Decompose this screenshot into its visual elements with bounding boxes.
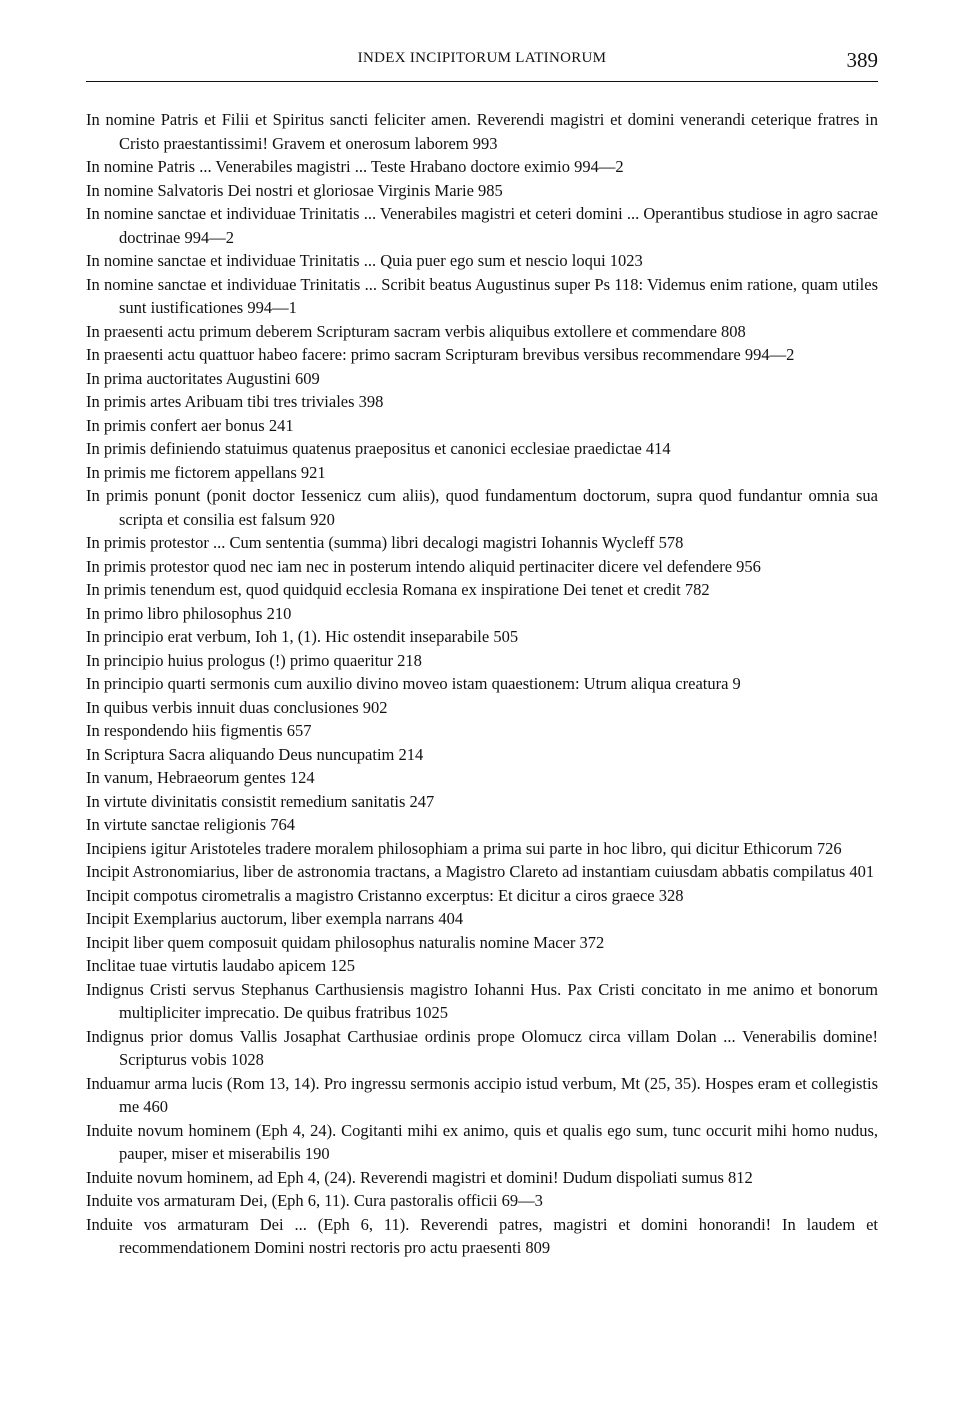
index-entry: In primis protestor quod nec iam nec in posterum intendo aliquid pertinaciter dicere vel defendere 956 <box>86 556 761 576</box>
index-entry: In primis definiendo statuimus quatenus praepositus et canonici ecclesiae praedictae 414 <box>86 439 671 458</box>
index-entry: Indignus Cristi servus Stephanus Carthusiensis magistro Iohanni Hus. Pax Cristi concitato in me animo et bonorum multipliciter imprecatio. De quibus fratribus 1025 <box>86 979 878 1022</box>
index-entry: In praesenti actu primum deberem Scripturam sacram verbis aliquibus extollere et commendare 808 <box>86 321 746 341</box>
index-entry: Incipit Exemplarius auctorum, liber exempla narrans 404 <box>86 909 464 928</box>
index-entry: In respondendo hiis figmentis 657 <box>86 721 312 740</box>
index-entry: In virtute sanctae religionis 764 <box>86 815 295 834</box>
index-entry: Incipit compotus cirometralis a magistro Cristanno excerptus: Et dicitur a ciros graece 328 <box>86 885 684 905</box>
index-entry: In nomine Patris et Filii et Spiritus sancti feliciter amen. Reverendi magistri et domini venerandi ceterique fratres in Cristo praestantissimi! Gravem et onerosum laborem 993 <box>86 110 878 153</box>
index-entry: In Scriptura Sacra aliquando Deus nuncupatim 214 <box>86 744 424 764</box>
index-entry: In primis artes Aribuam tibi tres triviales 398 <box>86 392 384 411</box>
index-entry: In prima auctoritates Augustini 609 <box>86 368 320 388</box>
index-entry: In nomine Salvatoris Dei nostri et gloriosae Virginis Marie 985 <box>86 180 503 200</box>
index-entry-list <box>86 108 878 1260</box>
index-entry: In vanum, Hebraeorum gentes 124 <box>86 768 315 787</box>
page-number: 389 <box>846 48 878 72</box>
index-entry: In primis confert aer bonus 241 <box>86 415 294 435</box>
index-entry: Induite vos armaturam Dei, (Eph 6, 11). Cura pastoralis officii 69—3 <box>86 1191 543 1210</box>
index-entry: Induite novum hominem, ad Eph 4, (24). Reverendi magistri et domini! Dudum dispoliati sumus 812 <box>86 1167 753 1187</box>
index-entry: In virtute divinitatis consistit remedium sanitatis 247 <box>86 791 435 811</box>
index-entry: In nomine Patris ... Venerabiles magistri ... Teste Hrabano doctore eximio 994—2 <box>86 157 624 176</box>
header-rule <box>86 81 878 82</box>
index-entry: Indignus prior domus Vallis Josaphat Carthusiae ordinis prope Olomucz circa villam Dolan ... Venerabilis domine! Scripturus vobis 1028 <box>86 1026 878 1069</box>
index-entry: Incipiens igitur Aristoteles tradere moralem philosophiam a prima sui parte in hoc libro, qui dicitur Ethicorum 726 <box>86 838 842 858</box>
index-entry: In quibus verbis innuit duas conclusiones 902 <box>86 697 388 717</box>
index-entry: In primis tenendum est, quod quidquid ecclesia Romana ex inspiratione Dei tenet et credit 782 <box>86 580 710 599</box>
index-entry: In primis ponunt (ponit doctor Iessenicz cum aliis), quod fundamentum doctorum, supra quod fundantur omnia sua scripta et consilia est falsum 920 <box>86 486 878 529</box>
index-entry: In primis me fictorem appellans 921 <box>86 462 326 482</box>
index-entry: In principio quarti sermonis cum auxilio divino moveo istam quaestionem: Utrum aliqua creatura 9 <box>86 674 741 693</box>
index-entry: In primo libro philosophus 210 <box>86 603 292 623</box>
index-entry: In primis protestor ... Cum sententia (summa) libri decalogi magistri Iohannis Wycleff 578 <box>86 533 684 552</box>
index-entry: Incipit liber quem composuit quidam philosophus naturalis nomine Macer 372 <box>86 932 605 952</box>
running-head <box>86 48 878 80</box>
index-entry: In nomine sanctae et individuae Trinitatis ... Quia puer ego sum et nescio loqui 1023 <box>86 251 643 270</box>
index-entry: In nomine sanctae et individuae Trinitatis ... Scribit beatus Augustinus super Ps 118: Videmus enim ratione, quam utiles sunt iustificationes 994—1 <box>86 274 878 317</box>
index-entry: In principio huius prologus (!) primo quaeritur 218 <box>86 650 422 670</box>
running-head-title: INDEX INCIPITORUM LATINORUM <box>357 50 607 66</box>
index-entry: In nomine sanctae et individuae Trinitatis ... Venerabiles magistri et ceteri domini ... Operantibus studiose in agro sacrae doctrinae 994—2 <box>86 204 878 247</box>
index-entry: Induamur arma lucis (Rom 13, 14). Pro ingressu sermonis accipio istud verbum, Mt (25, 35). Hospes eram et collegistis me 460 <box>86 1073 878 1116</box>
index-entry: Induite vos armaturam Dei ... (Eph 6, 11). Reverendi patres, magistri et domini honorandi! In laudem et recommendationem Domini nostri rectoris pro actu praesenti 809 <box>86 1214 878 1257</box>
index-entry: Induite novum hominem (Eph 4, 24). Cogitanti mihi ex animo, quis et qualis ego sum, tunc occurit mihi homo nudus, pauper, miser et miserabilis 190 <box>86 1120 878 1163</box>
index-entry: In principio erat verbum, Ioh 1, (1). Hic ostendit inseparabile 505 <box>86 627 519 646</box>
index-entry: Inclitae tuae virtutis laudabo apicem 125 <box>86 956 355 975</box>
index-entry: Incipit Astronomiarius, liber de astronomia tractans, a Magistro Clareto ad instantiam cuiusdam abbatis compilatus 401 <box>86 862 875 881</box>
index-entry: In praesenti actu quattuor habeo facere: primo sacram Scripturam brevibus versibus recommendare 994—2 <box>86 345 795 364</box>
